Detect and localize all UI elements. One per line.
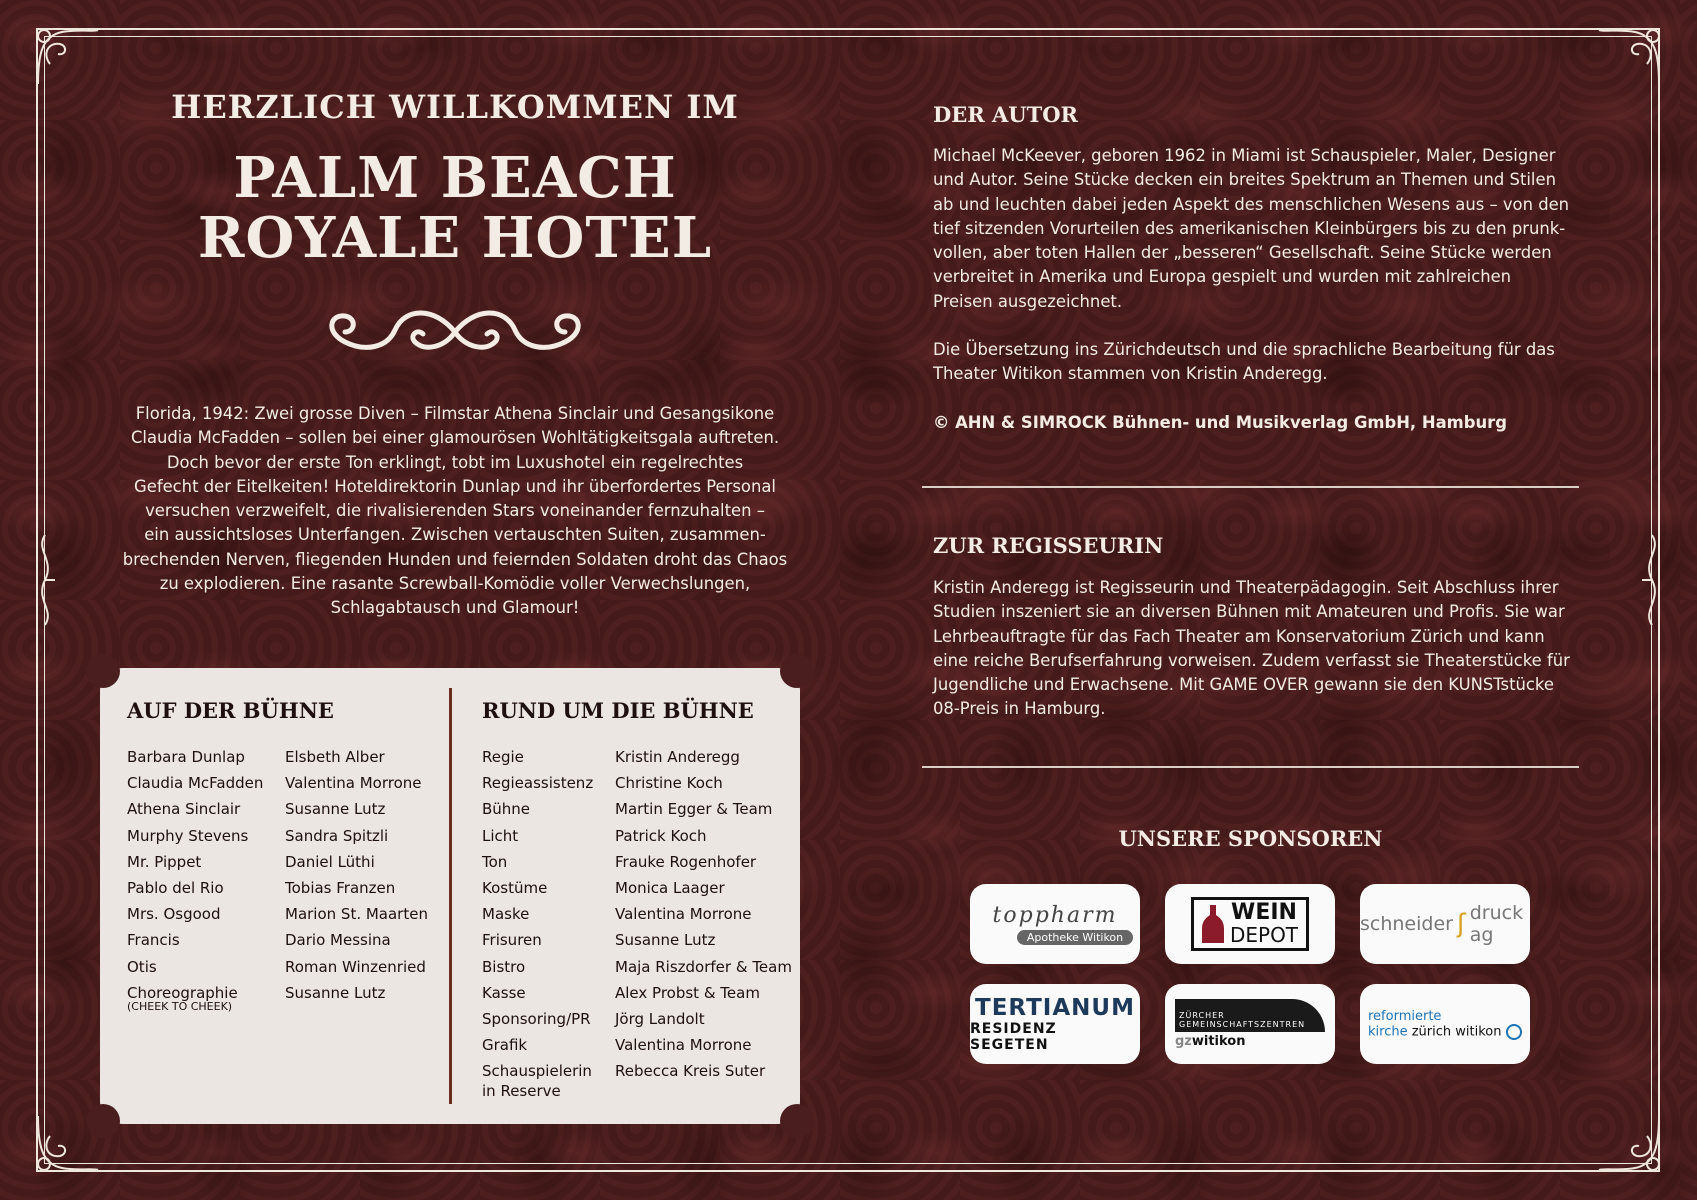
synopsis-line: ein aussichtsloses Unterfangen. Zwischen vertauschten Suiten, zusammen- xyxy=(144,525,766,545)
role-item: Athena Sinclair xyxy=(127,800,241,819)
crew-person-item: Monica Laager xyxy=(615,879,725,898)
role-item: Murphy Stevens xyxy=(127,826,249,845)
crew-role-item: Kasse xyxy=(482,983,526,1002)
crew-person-item: Susanne Lutz xyxy=(615,931,716,950)
crew-role-item xyxy=(482,1058,593,1101)
actor-item: Sandra Spitzli xyxy=(285,826,389,845)
kirche-line2a: kirche xyxy=(1368,1024,1408,1039)
author-line: verbreitet in Amerika und Europa gespielt und wurden mit zahlreichen xyxy=(933,267,1512,287)
kirche-line2b: zürich witikon xyxy=(1407,1024,1502,1039)
author-line: ab und leuchten dabei jeden Aspekt des menschlichen Wesens aus – von den xyxy=(933,194,1570,214)
schneider-mark-icon: ʃ xyxy=(1456,909,1466,939)
director-line: 08-Preis in Hamburg. xyxy=(933,699,1106,719)
crew-role-item: Frisuren xyxy=(482,931,542,950)
crew-role-line: Schauspielerin xyxy=(482,1062,592,1081)
role-item: Otis xyxy=(127,957,157,976)
director-bio xyxy=(933,576,1583,722)
corner-ornament-top-right-icon xyxy=(1595,24,1665,94)
crew-role-line: in Reserve xyxy=(482,1082,561,1101)
director-line: eine reiche Berufserfahrung vorweisen. Zudem verfasst sie Theaterstücke für xyxy=(933,650,1570,670)
panel-notch xyxy=(86,654,120,688)
crew-person-item: Rebecca Kreis Suter xyxy=(615,1062,766,1081)
crew-people-list xyxy=(615,744,792,1085)
cast-panel xyxy=(100,668,800,1124)
tertianum-line1: TERTIANUM xyxy=(975,995,1135,1021)
sponsor-logo-toppharm[interactable] xyxy=(970,884,1140,964)
role-choreo: Choreographie xyxy=(127,983,238,1002)
title-line-1: PALM BEACH xyxy=(233,145,677,211)
panel-notch xyxy=(780,1104,814,1138)
actor-item: Daniel Lüthi xyxy=(285,852,375,871)
page-title xyxy=(0,145,910,271)
sponsor-logo-gz-witikon[interactable] xyxy=(1165,984,1335,1064)
stage-roles-list xyxy=(127,744,263,1013)
crew-role-item: Bühne xyxy=(482,800,531,819)
flourish-ornament-icon xyxy=(305,302,605,362)
sponsors-heading: UNSERE SPONSOREN xyxy=(1118,826,1383,851)
panel-notch xyxy=(86,1104,120,1138)
synopsis-line: Gefecht der Eitelkeiten! Hoteldirektorin Dunlap und ihr überfordertes Personal xyxy=(134,476,776,496)
crew-role-item: Grafik xyxy=(482,1036,528,1055)
actor-item: Elsbeth Alber xyxy=(285,748,385,766)
gz-line2: GEMEINSCHAFTSZENTREN xyxy=(1179,1020,1306,1029)
welcome-heading: HERZLICH WILLKOMMEN IM xyxy=(171,88,739,126)
director-line: Lehrbeauftragte für das Fach Theater am Konservatorium Zürich und kann xyxy=(933,626,1545,646)
schneider-left: schneider xyxy=(1360,913,1453,935)
author-line: Michael McKeever, geboren 1962 in Miami ist Schauspieler, Maler, Designer xyxy=(933,146,1556,165)
author-line: Preisen ausgezeichnet. xyxy=(933,291,1123,311)
crew-roles-list xyxy=(482,744,593,1101)
choreo-note: (CHEEK TO CHEEK) xyxy=(127,1000,233,1014)
synopsis-line: zu explodieren. Eine rasante Screwball-Komödie voller Verwechslungen, xyxy=(159,574,751,594)
schneider-right: druck ag xyxy=(1469,902,1524,946)
synopsis-line: Claudia McFadden – sollen bei einer glamourösen Wohltätigkeitsgala auftreten. xyxy=(130,428,780,448)
director-line: Kristin Anderegg ist Regisseurin und Theaterpädagogin. Seit Abschluss ihrer xyxy=(933,578,1559,597)
corner-ornament-top-left-icon xyxy=(32,24,102,94)
gz-brand-gz: gz xyxy=(1175,1034,1192,1049)
divider-line xyxy=(922,486,1579,488)
crew-heading: RUND UM DIE BÜHNE xyxy=(482,698,754,723)
crew-person-item: Christine Koch xyxy=(615,774,723,793)
translation-note xyxy=(933,338,1583,387)
crew-person-item: Jörg Landolt xyxy=(615,1010,705,1029)
actor-item: Susanne Lutz xyxy=(285,983,386,1002)
weindepot-line1: WEIN xyxy=(1231,900,1297,925)
crew-person-item: Maja Riszdorfer & Team xyxy=(615,957,792,976)
crew-person-item: Valentina Morrone xyxy=(615,905,752,924)
synopsis xyxy=(120,402,790,621)
side-ornament-left-icon xyxy=(30,530,60,630)
director-line: Jugendliche und Erwachsene. Mit GAME OVER gewann sie den KUNSTstücke xyxy=(933,675,1554,695)
synopsis-line: brechenden Nerven, fliegenden Hunden und feiernden Soldaten droht das Chaos xyxy=(122,549,788,569)
crew-role-item: Bistro xyxy=(482,957,526,976)
crew-role-item: Licht xyxy=(482,826,519,845)
gz-brand-rest: witikon xyxy=(1191,1034,1246,1049)
panel-notch xyxy=(780,654,814,688)
translation-line: Theater Witikon stammen von Kristin Anderegg. xyxy=(933,364,1328,384)
crew-role-item: Sponsoring/PR xyxy=(482,1010,591,1029)
crew-person-item: Frauke Rogenhofer xyxy=(615,852,757,871)
synopsis-line: versuchen verzweifelt, die rivalisierenden Stars voneinander fernzuhalten – xyxy=(145,501,765,521)
tertianum-line2: RESIDENZ SEGETEN xyxy=(970,1021,1057,1053)
role-item: Claudia McFadden xyxy=(127,774,264,793)
actor-item: Dario Messina xyxy=(285,931,391,950)
role-item: Pablo del Rio xyxy=(127,879,224,898)
role-item: Mrs. Osgood xyxy=(127,905,221,924)
crew-person-item: Kristin Anderegg xyxy=(615,748,740,766)
wine-bottle-icon xyxy=(1202,905,1224,943)
kirche-circle-icon xyxy=(1506,1024,1522,1040)
crew-role-item: Regie xyxy=(482,748,524,766)
corner-ornament-bottom-right-icon xyxy=(1595,1106,1665,1176)
author-line: und Autor. Seine Stücke decken ein breites Spektrum an Themen und Stilen xyxy=(933,170,1556,190)
title-line-2: ROYALE HOTEL xyxy=(197,205,713,271)
actor-item: Roman Winzenried xyxy=(285,957,426,976)
actor-item: Tobias Franzen xyxy=(285,879,396,898)
actor-item: Marion St. Maarten xyxy=(285,905,428,924)
crew-role-item: Regieassistenz xyxy=(482,774,594,793)
synopsis-line: Schlagabtausch und Glamour! xyxy=(330,598,580,618)
crew-person-item: Valentina Morrone xyxy=(615,1036,752,1055)
toppharm-sub: Apotheke Witikon xyxy=(1017,930,1133,945)
crew-role-item: Kostüme xyxy=(482,879,548,898)
kirche-line1: reformierte xyxy=(1368,1008,1442,1024)
side-ornament-right-icon xyxy=(1637,530,1667,630)
sponsor-logo-tertianum[interactable] xyxy=(970,984,1140,1064)
crew-person-item: Patrick Koch xyxy=(615,826,707,845)
role-item: Francis xyxy=(127,931,180,950)
synopsis-line: Florida, 1942: Zwei grosse Diven – Filmstar Athena Sinclair und Gesangsikone xyxy=(135,404,775,423)
stage-heading: AUF DER BÜHNE xyxy=(127,698,334,723)
copyright-note: © AHN & SIMROCK Bühnen- und Musikverlag GmbH, Hamburg xyxy=(933,413,1507,432)
crew-person-item: Martin Egger & Team xyxy=(615,800,773,819)
actor-item: Valentina Morrone xyxy=(285,774,422,793)
crew-role-item: Ton xyxy=(482,852,508,871)
author-heading: DER AUTOR xyxy=(933,102,1078,127)
role-item: Barbara Dunlap xyxy=(127,748,245,766)
author-line: tief sitzenden Vorurteilen des amerikanischen Kleinbürgers bis zu den prunk- xyxy=(933,218,1566,238)
toppharm-name: toppharm xyxy=(992,903,1118,928)
director-line: Studien inszeniert sie an diversen Bühnen mit Amateuren und Profis. Sie war xyxy=(933,602,1565,622)
weindepot-line2: DEPOT xyxy=(1229,923,1299,947)
actor-item: Susanne Lutz xyxy=(285,800,386,819)
role-item xyxy=(127,980,263,1013)
translation-line: Die Übersetzung ins Zürichdeutsch und die sprachliche Bearbeitung für das xyxy=(933,340,1555,359)
sponsor-logo-kirche-witikon[interactable] xyxy=(1360,984,1530,1064)
sponsor-logo-weindepot[interactable] xyxy=(1165,884,1335,964)
crew-role-item: Maske xyxy=(482,905,530,924)
author-bio xyxy=(933,144,1583,314)
crew-person-item: Alex Probst & Team xyxy=(615,983,760,1002)
panel-divider xyxy=(449,688,452,1104)
director-heading: ZUR REGISSEURIN xyxy=(933,533,1164,558)
role-item: Mr. Pippet xyxy=(127,852,202,871)
divider-line xyxy=(922,766,1579,768)
stage-actors-list xyxy=(285,744,428,1006)
sponsor-logo-schneider[interactable] xyxy=(1360,884,1530,964)
gz-line1: ZÜRCHER xyxy=(1179,1011,1225,1020)
author-line: vollen, aber toten Hallen der „besseren“ Gesellschaft. Seine Stücke werden xyxy=(933,243,1552,263)
synopsis-line: Doch bevor der erste Ton erklingt, tobt im Luxushotel ein regelrechtes xyxy=(166,452,744,472)
